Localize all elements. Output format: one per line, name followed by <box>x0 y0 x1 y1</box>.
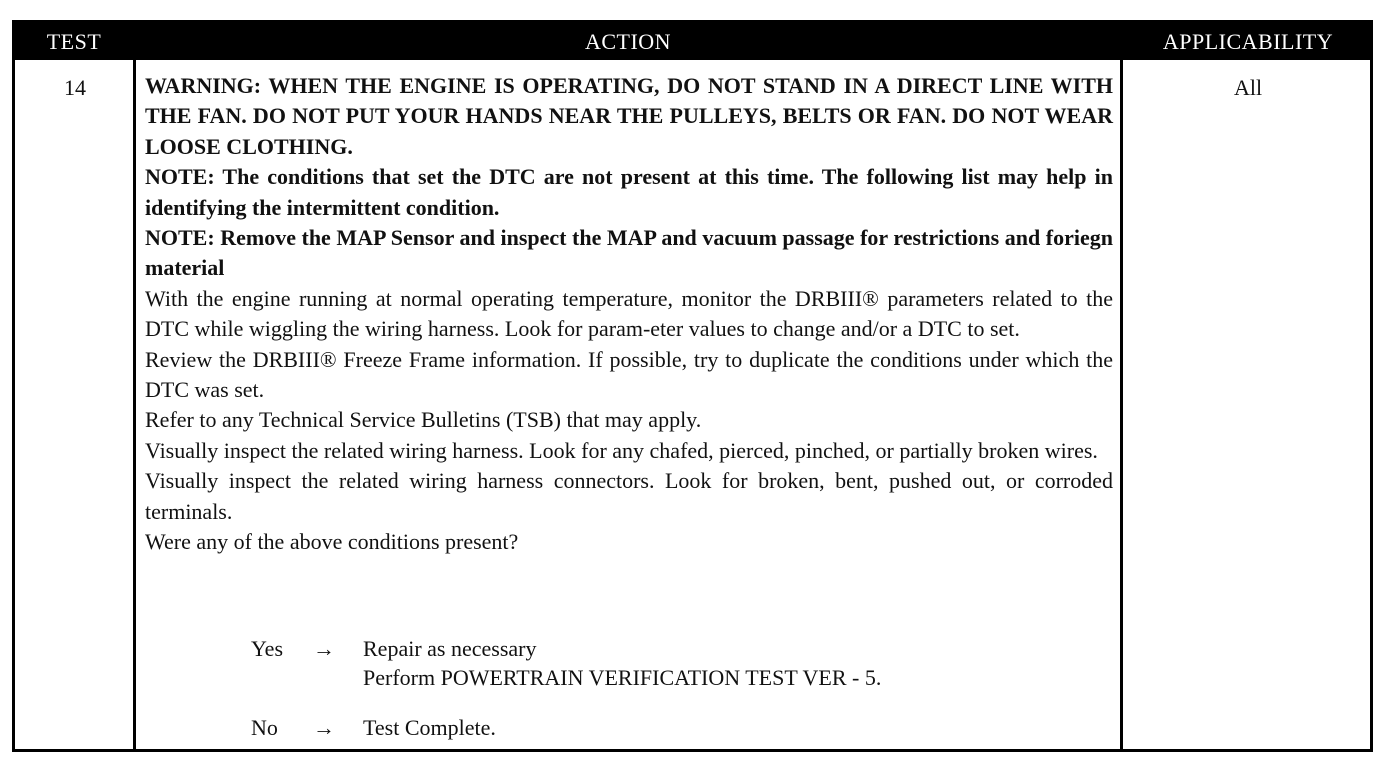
no-action-line1: Test Complete. <box>363 715 496 740</box>
yes-label: Yes <box>251 636 284 661</box>
question-text: Were any of the above conditions present? <box>145 529 519 555</box>
no-arrow-icon: → <box>313 715 335 740</box>
applicability-value: All <box>1233 75 1263 100</box>
step-inspect-harness: Visually inspect the related wiring harness. Look for any chafed, pierced, pinched, or partially broken wires. <box>145 437 1098 463</box>
diagnostic-table <box>12 20 1373 752</box>
warning-text: WARNING: WHEN THE ENGINE IS OPERATING, DO NOT STAND IN A DIRECT LINE WITH THE FAN. DO NOT PUT YOUR HANDS NEAR THE PULLEYS, BELTS OR FAN. DO NOT WEAR LOOSE CLOTHING. <box>145 73 1113 159</box>
no-label: No <box>251 715 278 740</box>
header-applicability: APPLICABILITY <box>1162 29 1334 54</box>
header-test: TEST <box>46 29 102 54</box>
step-inspect-connectors: Visually inspect the related wiring harness connectors. Look for broken, bent, pushed out, or corroded terminals. <box>145 468 1113 524</box>
yes-action-line2: Perform POWERTRAIN VERIFICATION TEST VER - 5. <box>363 665 882 690</box>
action-cell <box>145 71 1113 558</box>
note-map-sensor: NOTE: Remove the MAP Sensor and inspect the MAP and vacuum passage for restrictions and foriegn material <box>145 225 1113 281</box>
yes-action-line1: Repair as necessary <box>363 636 537 661</box>
step-tsb: Refer to any Technical Service Bulletins (TSB) that may apply. <box>145 407 702 433</box>
table-header <box>15 23 1370 60</box>
column-divider-applicability <box>1120 23 1123 749</box>
yes-arrow-icon: → <box>313 636 335 661</box>
test-number: 14 <box>64 75 86 100</box>
step-monitor-parameters: With the engine running at normal operating temperature, monitor the DRBIII® parameters related to the DTC while wiggling the wiring harness. Look for param-eter values to change and/or a DTC to set. <box>145 285 1113 342</box>
header-action: ACTION <box>584 29 672 54</box>
step-freeze-frame: Review the DRBIII® Freeze Frame information. If possible, try to duplicate the conditions under which the DTC was set. <box>145 346 1113 403</box>
note-intermittent: NOTE: The conditions that set the DTC are not present at this time. The following list may help in identifying the intermittent condition. <box>145 164 1113 220</box>
column-divider-test <box>133 23 136 749</box>
